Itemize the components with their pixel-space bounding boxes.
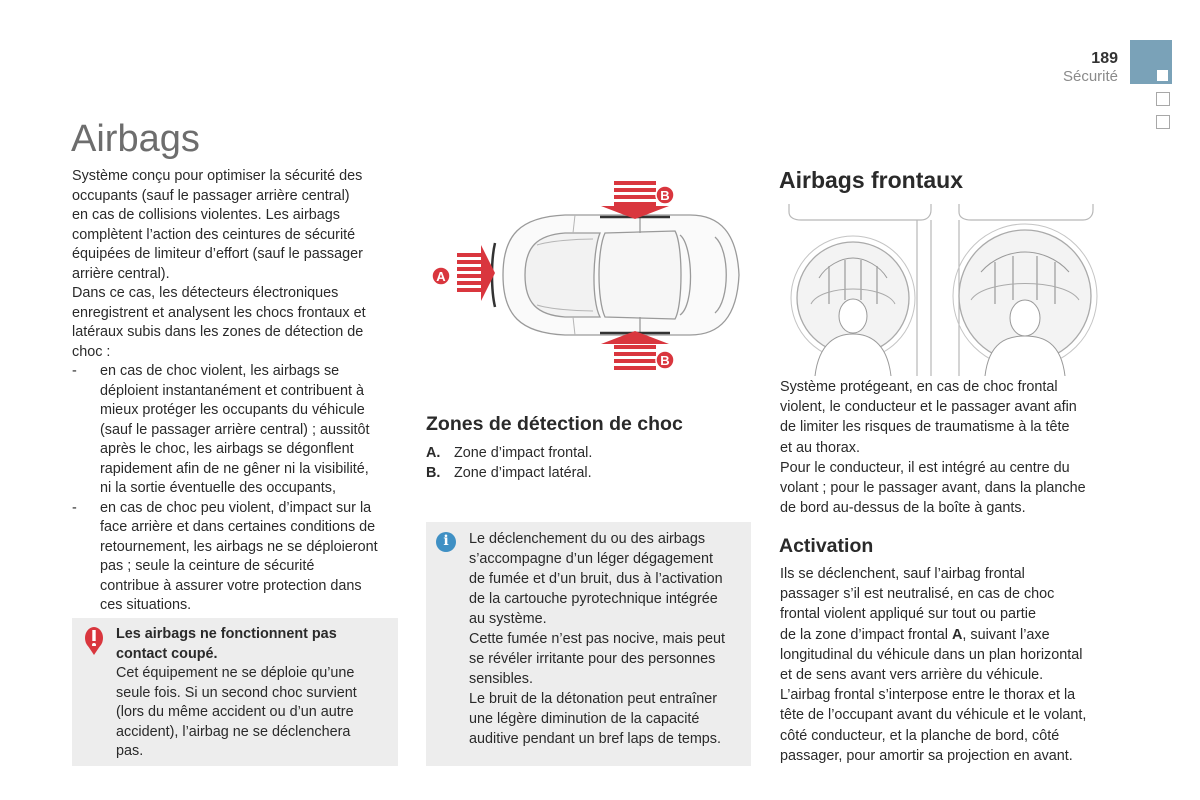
zones-heading: Zones de détection de choc	[426, 413, 683, 435]
intro-line: arrière central).	[72, 265, 170, 282]
activation-line	[780, 625, 1110, 645]
warning-line: (lors du même accident ou d’un autre	[116, 704, 354, 720]
section-name: Sécurité	[1062, 68, 1118, 85]
bullet-line: contribue à assurer votre protection dans	[100, 577, 362, 594]
bullet-line: retournement, les airbags ne se déploieront	[100, 538, 378, 555]
warning-title: Les airbags ne fonctionnent pas	[116, 626, 337, 642]
info-line: sensibles.	[469, 671, 533, 687]
bullet-line: rapidement afin de ne gêner ni la visibilité,	[100, 460, 369, 477]
zone-item	[426, 443, 592, 463]
bullet-item	[72, 499, 402, 616]
zones-list	[426, 443, 592, 483]
frontal-line: Système protégeant, en cas de choc frontal	[780, 379, 1058, 395]
info-text	[469, 529, 747, 749]
warning-title: contact coupé.	[116, 645, 218, 662]
info-line: une légère diminution de la capacité	[469, 711, 700, 727]
warning-exclamation-icon	[84, 626, 104, 656]
frontal-line: Pour le conducteur, il est intégré au centre du	[780, 459, 1070, 476]
intro-line: latéraux subis dans les zones de détection de	[72, 324, 364, 340]
info-line: Cette fumée n’est pas nocive, mais peut	[469, 631, 725, 647]
tab-square	[1156, 92, 1170, 106]
label-b-top	[656, 186, 674, 204]
bullet-line: pas ; seule la ceinture de sécurité	[100, 558, 315, 574]
bullet-dash: -	[72, 499, 77, 516]
activation-line: longitudinal du véhicule dans un plan horizontal	[780, 646, 1083, 663]
frontal-line: de bord au-dessus de la boîte à gants.	[780, 500, 1026, 517]
driver-airbag	[791, 236, 915, 376]
warning-text	[116, 625, 386, 762]
arrow-a	[457, 245, 495, 301]
zone-letter: A.	[426, 445, 441, 461]
activation-line: L’airbag frontal s’interpose entre le thorax et la	[780, 687, 1076, 704]
activation-line: frontal violent appliqué sur tout ou partie	[780, 606, 1036, 623]
bullet-line: déploient instantanément et contribuent à	[100, 382, 365, 399]
info-line: de fumée et d’un bruit, dus à l’activation	[469, 571, 723, 587]
bullet-line: ces situations.	[100, 597, 192, 613]
bullet-line: en cas de choc violent, les airbags se	[100, 363, 340, 379]
zone-text: Zone d’impact frontal.	[454, 445, 593, 461]
label-b-bottom-text: B	[660, 353, 670, 368]
impact-zones-diagram	[425, 175, 755, 390]
info-icon: i	[436, 532, 456, 552]
activation-line: et de sens avant vers arrière du véhicule.	[780, 667, 1044, 684]
activation-line: passager, pour amortir sa projection en avant.	[780, 747, 1073, 764]
activation-text	[780, 564, 1110, 766]
info-box	[426, 522, 751, 766]
info-line: Le bruit de la détonation peut entraîner	[469, 691, 718, 707]
activation-line: Ils se déclenchent, sauf l’airbag frontal	[780, 566, 1025, 582]
passenger-airbag	[953, 224, 1097, 376]
bullet-line: face arrière et dans certaines conditions de	[100, 519, 376, 535]
bullet-line: en cas de choc peu violent, d’impact sur la	[100, 499, 372, 516]
activation-line: tête de l’occupant avant du véhicule et le volant,	[780, 707, 1087, 724]
intro-line: équipées de limiteur d’effort (sauf le passager	[72, 246, 363, 262]
frontal-line: volant ; pour le passager avant, dans la planche	[780, 480, 1086, 497]
warning-line: Cet équipement ne se déploie qu’une	[116, 665, 355, 681]
warning-line: accident), l’airbag ne se déclenchera	[116, 723, 351, 740]
label-a	[432, 267, 450, 285]
info-line: de la cartouche pyrotechnique intégrée	[469, 591, 718, 607]
bullet-line: mieux protéger les occupants du véhicule	[100, 402, 365, 418]
info-line: auditive pendant un bref laps de temps.	[469, 731, 722, 747]
bullet-line: (sauf le passager arrière central) ; aussitôt	[100, 421, 370, 438]
page-title: Airbags	[71, 118, 200, 160]
label-a-text: A	[436, 269, 446, 284]
intro-text	[72, 167, 402, 616]
info-line: s’accompagne d’un léger dégagement	[469, 551, 714, 567]
bullet-dash: -	[72, 363, 77, 379]
intro-line: enregistrent et analysent les chocs frontaux et	[72, 304, 366, 321]
label-b-top-text: B	[660, 188, 670, 203]
tab-square	[1156, 115, 1170, 129]
activation-line: côté conducteur, et la planche de bord, côté	[780, 727, 1060, 744]
info-line: se révéler irritante pour des personnes	[469, 651, 716, 667]
car-top-view	[503, 215, 739, 335]
intro-line: occupants (sauf le passager arrière central)	[72, 187, 350, 204]
frontal-line: violent, le conducteur et le passager avant afin	[780, 399, 1077, 416]
activation-heading: Activation	[779, 535, 874, 557]
warning-box	[72, 618, 398, 766]
zone-item	[426, 463, 592, 483]
intro-line: Dans ce cas, les détecteurs électroniques	[72, 285, 339, 301]
activation-fragment: de la zone d’impact frontal	[780, 626, 952, 643]
frontal-line: et au thorax.	[780, 439, 860, 456]
info-line: au système.	[469, 611, 547, 627]
frontal-text	[780, 377, 1110, 518]
zone-letter: B.	[426, 465, 441, 481]
intro-line: en cas de collisions violentes. Les airbags	[72, 207, 340, 223]
intro-line: choc :	[72, 343, 111, 360]
activation-fragment: , suivant l’axe	[962, 626, 1050, 643]
intro-line: complètent l’action des ceintures de sécurité	[72, 226, 356, 243]
bullet-item	[72, 362, 402, 499]
page-number: 189	[1091, 50, 1118, 67]
zone-a-reference: A	[952, 626, 963, 643]
zone-text: Zone d’impact latéral.	[454, 465, 592, 481]
warning-line: seule fois. Si un second choc survient	[116, 684, 357, 701]
activation-line: passager s’il est neutralisé, en cas de choc	[780, 586, 1055, 603]
bullet-line: ni la sortie éventuelle des occupants,	[100, 480, 336, 496]
intro-line: Système conçu pour optimiser la sécurité des	[72, 168, 363, 184]
frontal-line: de limiter les risques de traumatisme à la tête	[780, 419, 1070, 436]
frontal-heading: Airbags frontaux	[779, 167, 964, 193]
label-b-bottom	[656, 351, 674, 369]
tab-marker	[1157, 70, 1168, 81]
bullet-line: après le choc, les airbags se dégonflent	[100, 441, 354, 457]
frontal-airbags-illustration	[781, 200, 1099, 376]
info-line: Le déclenchement du ou des airbags	[469, 531, 706, 547]
warning-line: pas.	[116, 743, 144, 759]
